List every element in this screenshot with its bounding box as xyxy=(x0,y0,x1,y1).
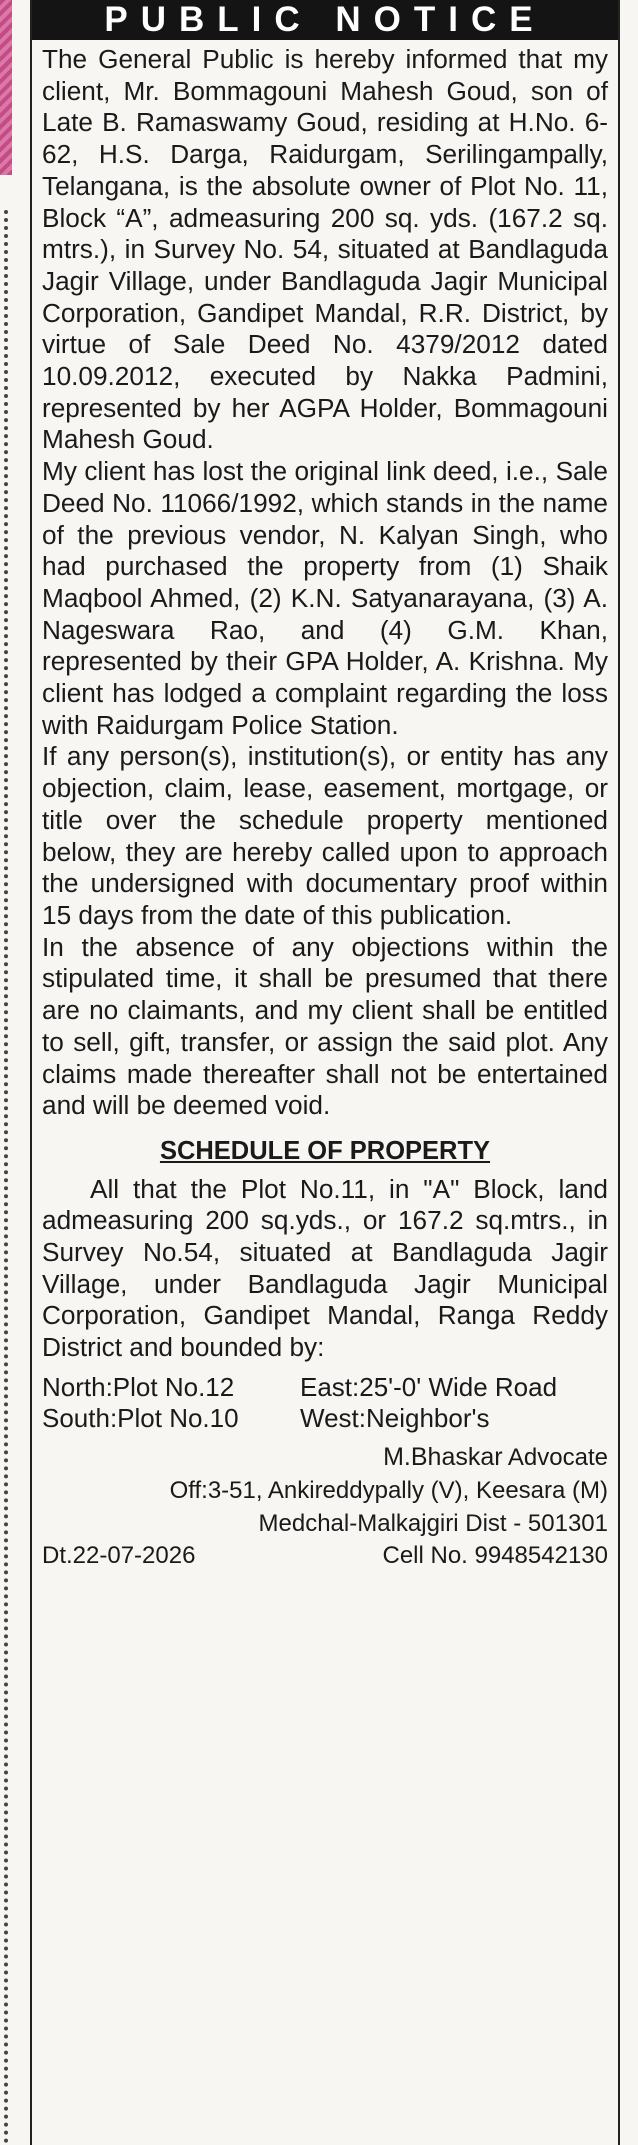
notice-body xyxy=(32,40,618,1571)
paragraph-lost-deed: My client has lost the original link deed, i.e., Sale Deed No. 11066/1992, which stands in the name of the previous vendor, N. Kalyan Singh, who had purchased the property from (1) Shaik Maqbool Ahmed, (2) K.N. Satyanarayana, (3) A. Nageswara Rao, and (4) G.M. Khan, represented by their GPA Holder, A. Krishna. My client has lodged a complaint regarding the loss with Raidurgam Police Station. xyxy=(42,456,608,740)
paragraph-presumption: In the absence of any objections within the stipulated time, it shall be presumed that there are no claimants, and my client shall be entitled to sell, gift, transfer, or assign the said plot. Any claims made thereafter shall not be entertained and will be deemed void. xyxy=(42,931,608,1121)
schedule-text: All that the Plot No.11, in "A" Block, land admeasuring 200 sq.yds., or 167.2 sq.mtrs., in Survey No.54, situated at Bandlaguda Jagir Village, under Bandlaguda Jagir Municipal Corporation, Gandipet Mandal, Ranga Reddy District and bounded by: xyxy=(42,1173,608,1363)
notice-title: PUBLIC NOTICE xyxy=(32,0,618,40)
boundary-north: North:Plot No.12 xyxy=(42,1371,235,1402)
advocate-title: Advocate xyxy=(507,1443,608,1471)
boundaries xyxy=(42,1372,608,1435)
notice-footer xyxy=(42,1540,608,1571)
schedule-heading: SCHEDULE OF PROPERTY xyxy=(159,1136,491,1165)
office-address: Off:3-51, Ankireddypally (V), Keesara (M) xyxy=(169,1476,608,1504)
paragraph-objection-call: If any person(s), institution(s), or entity has any objection, claim, lease, easement, mortgage, or title over the schedule property mentioned below, they are hereby called upon to approach the undersigned with documentary proof within 15 days from the date of this publication. xyxy=(42,741,608,930)
paragraph-ownership: The General Public is hereby informed that my client, Mr. Bommagouni Mahesh Goud, son of Late B. Ramaswamy Goud, residing at H.No. 6-62, H.S. Darga, Raidurgam, Serilingampally, Telangana, is the absolute owner of Plot No. 11, Block “A”, admeasuring 200 sq. yds. (167.2 sq. mtrs.), in Survey No. 54, situated at Bandlaguda Jagir Village, under Bandlaguda Jagir Municipal Corporation, Gandipet Mandal, R.R. District, by virtue of Sale Deed No. 4379/2012 dated 10.09.2012, executed by Nakka Padmini, represented by her AGPA Holder, Bommagouni Mahesh Goud. xyxy=(42,44,608,455)
phone-number: Cell No. 9948542130 xyxy=(382,1541,608,1569)
dotted-cut-line xyxy=(4,210,8,2145)
advocate-name: M.Bhaskar xyxy=(383,1442,503,1471)
decorative-strip xyxy=(0,0,12,175)
notice-date: Dt.22-07-2026 xyxy=(42,1541,196,1569)
boundary-south: South:Plot No.10 xyxy=(42,1403,239,1434)
public-notice xyxy=(30,0,620,2145)
boundary-west: West:Neighbor's xyxy=(300,1403,490,1434)
district-line: Medchal-Malkajgiri Dist - 501301 xyxy=(258,1509,608,1537)
boundary-east: East:25'-0' Wide Road xyxy=(300,1371,558,1402)
advocate-signature xyxy=(42,1441,608,1540)
